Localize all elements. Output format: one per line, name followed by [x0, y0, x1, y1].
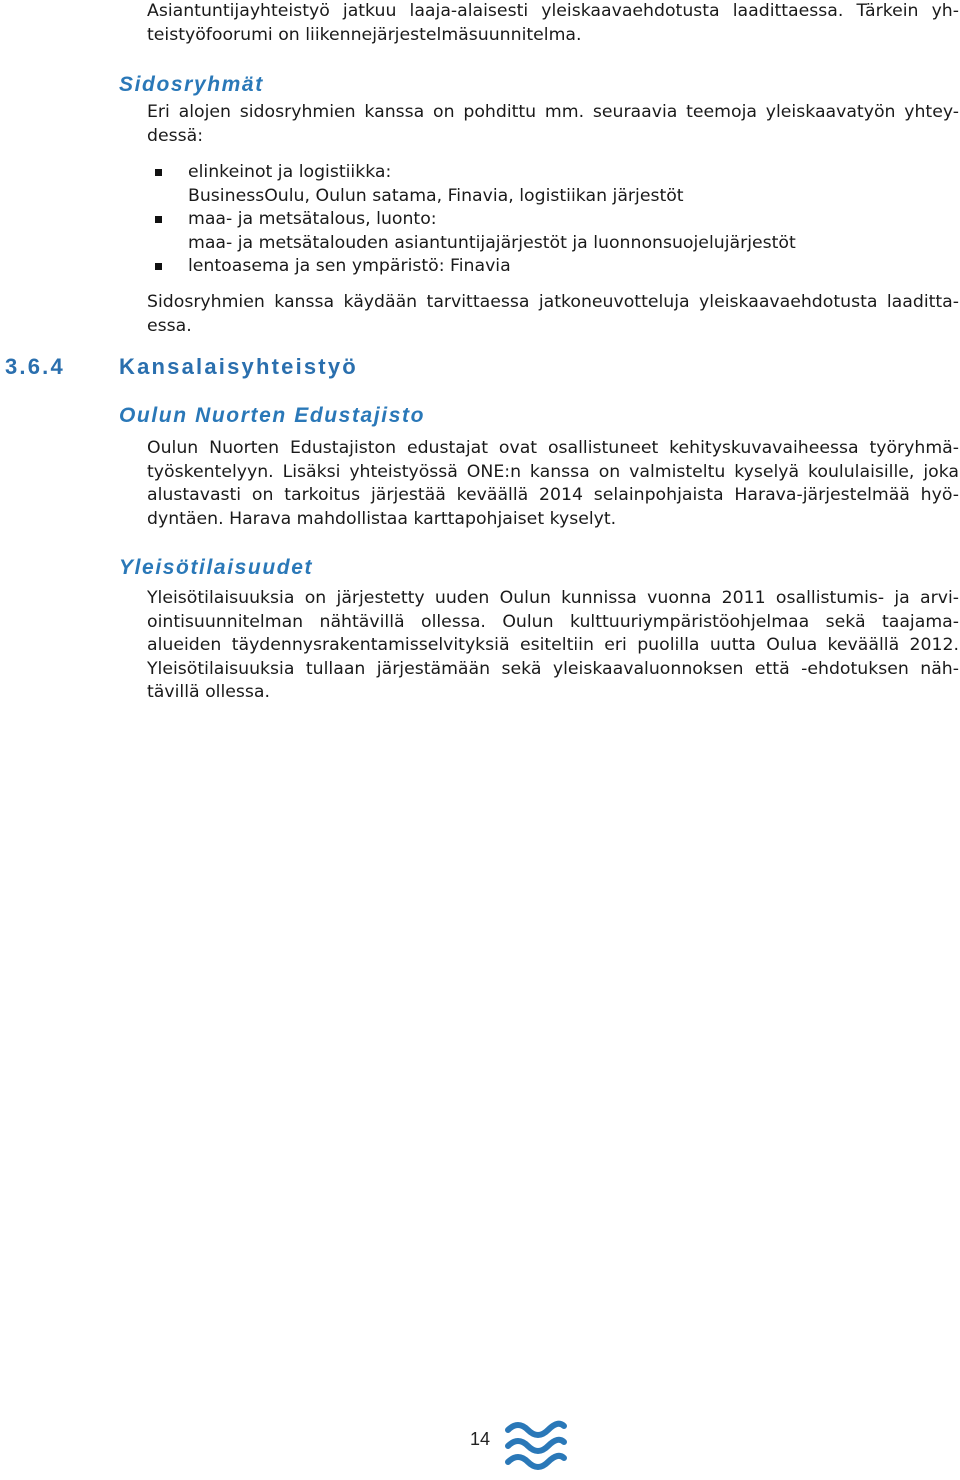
text-line: Asiantuntijayhteistyö jatkuu laaja-alaisesti yleiskaavaehdotusta laadittaessa. Tärkein yh-: [147, 1, 959, 21]
text-line: dyntäen. Harava mahdollistaa karttapohjaiset kyselyt.: [147, 508, 617, 529]
text-line: Yleisötilaisuuksia tullaan järjestämään sekä yleiskaavaluonnoksen että -ehdotuksen näh-: [147, 658, 959, 679]
text-line: tävillä ollessa.: [147, 682, 270, 702]
list-item: [188, 255, 948, 279]
list-item-detail: BusinessOulu, Oulun satama, Finavia, logistiikan järjestöt: [188, 185, 684, 206]
bullet-icon: [155, 263, 162, 270]
page-number: 14: [470, 1429, 491, 1449]
list-item-title: maa- ja metsätalous, luonto:: [188, 209, 437, 229]
list-item-title: elinkeinot ja logistiikka:: [188, 162, 392, 182]
text-line: teistyöfoorumi on liikennejärjestelmäsuunnitelma.: [147, 24, 582, 45]
intro-paragraph: [147, 0, 959, 47]
text-line: alustavasti on tarkoitus järjestää keväällä 2014 selainpohjaista Harava-järjestelmää hyö-: [147, 485, 959, 505]
list-item-title: lentoasema ja sen ympäristö: Finavia: [188, 256, 511, 276]
text-line: Eri alojen sidosryhmien kanssa on pohdittu mm. seuraavia teemoja yleiskaavatyön yhtey-: [147, 102, 959, 122]
heading-sidosryhmat: Sidosryhmät: [119, 73, 264, 96]
text-line: dessä:: [147, 125, 204, 146]
list-item: [188, 208, 948, 255]
text-line: ointisuunnitelman nähtävillä ollessa. Oulun kulttuuriympäristöohjelmaa sekä taajama-: [147, 611, 959, 632]
section-number: 3.6.4: [5, 354, 65, 379]
bullet-icon: [155, 216, 162, 223]
bullet-icon: [155, 169, 162, 176]
list-item: [188, 161, 948, 208]
text-line: työskentelyyn. Lisäksi yhteistyössä ONE:n kanssa on valmisteltu kyselyä koululaisille, joka: [147, 461, 959, 482]
heading-nuorten-edustajisto: Oulun Nuorten Edustajisto: [119, 404, 425, 427]
sidosryhmat-lead: [147, 101, 959, 148]
waves-logo-icon: [502, 1418, 570, 1476]
nuorten-paragraph: [147, 437, 959, 531]
sidosryhmat-closing: [147, 291, 959, 338]
text-line: Yleisötilaisuuksia on järjestetty uuden Oulun kunnissa vuonna 2011 osallistumis- ja arvi-: [147, 588, 959, 608]
text-line: essa.: [147, 315, 192, 336]
yleiso-paragraph: [147, 587, 959, 705]
section-title: Kansalaisyhteistyö: [119, 354, 358, 379]
heading-yleisotilaisuudet: Yleisötilaisuudet: [119, 556, 314, 579]
list-item-detail: maa- ja metsätalouden asiantuntijajärjestöt ja luonnonsuojelujärjestöt: [188, 232, 796, 253]
text-line: Oulun Nuorten Edustajiston edustajat ovat osallistuneet kehityskuvavaiheessa työryhmä-: [147, 438, 959, 458]
text-line: Sidosryhmien kanssa käydään tarvittaessa jatkoneuvotteluja yleiskaavaehdotusta laaditta-: [147, 292, 959, 312]
text-line: alueiden täydennysrakentamisselvityksiä esiteltiin eri puolilla uutta Oulua keväällä 2012.: [147, 635, 959, 655]
